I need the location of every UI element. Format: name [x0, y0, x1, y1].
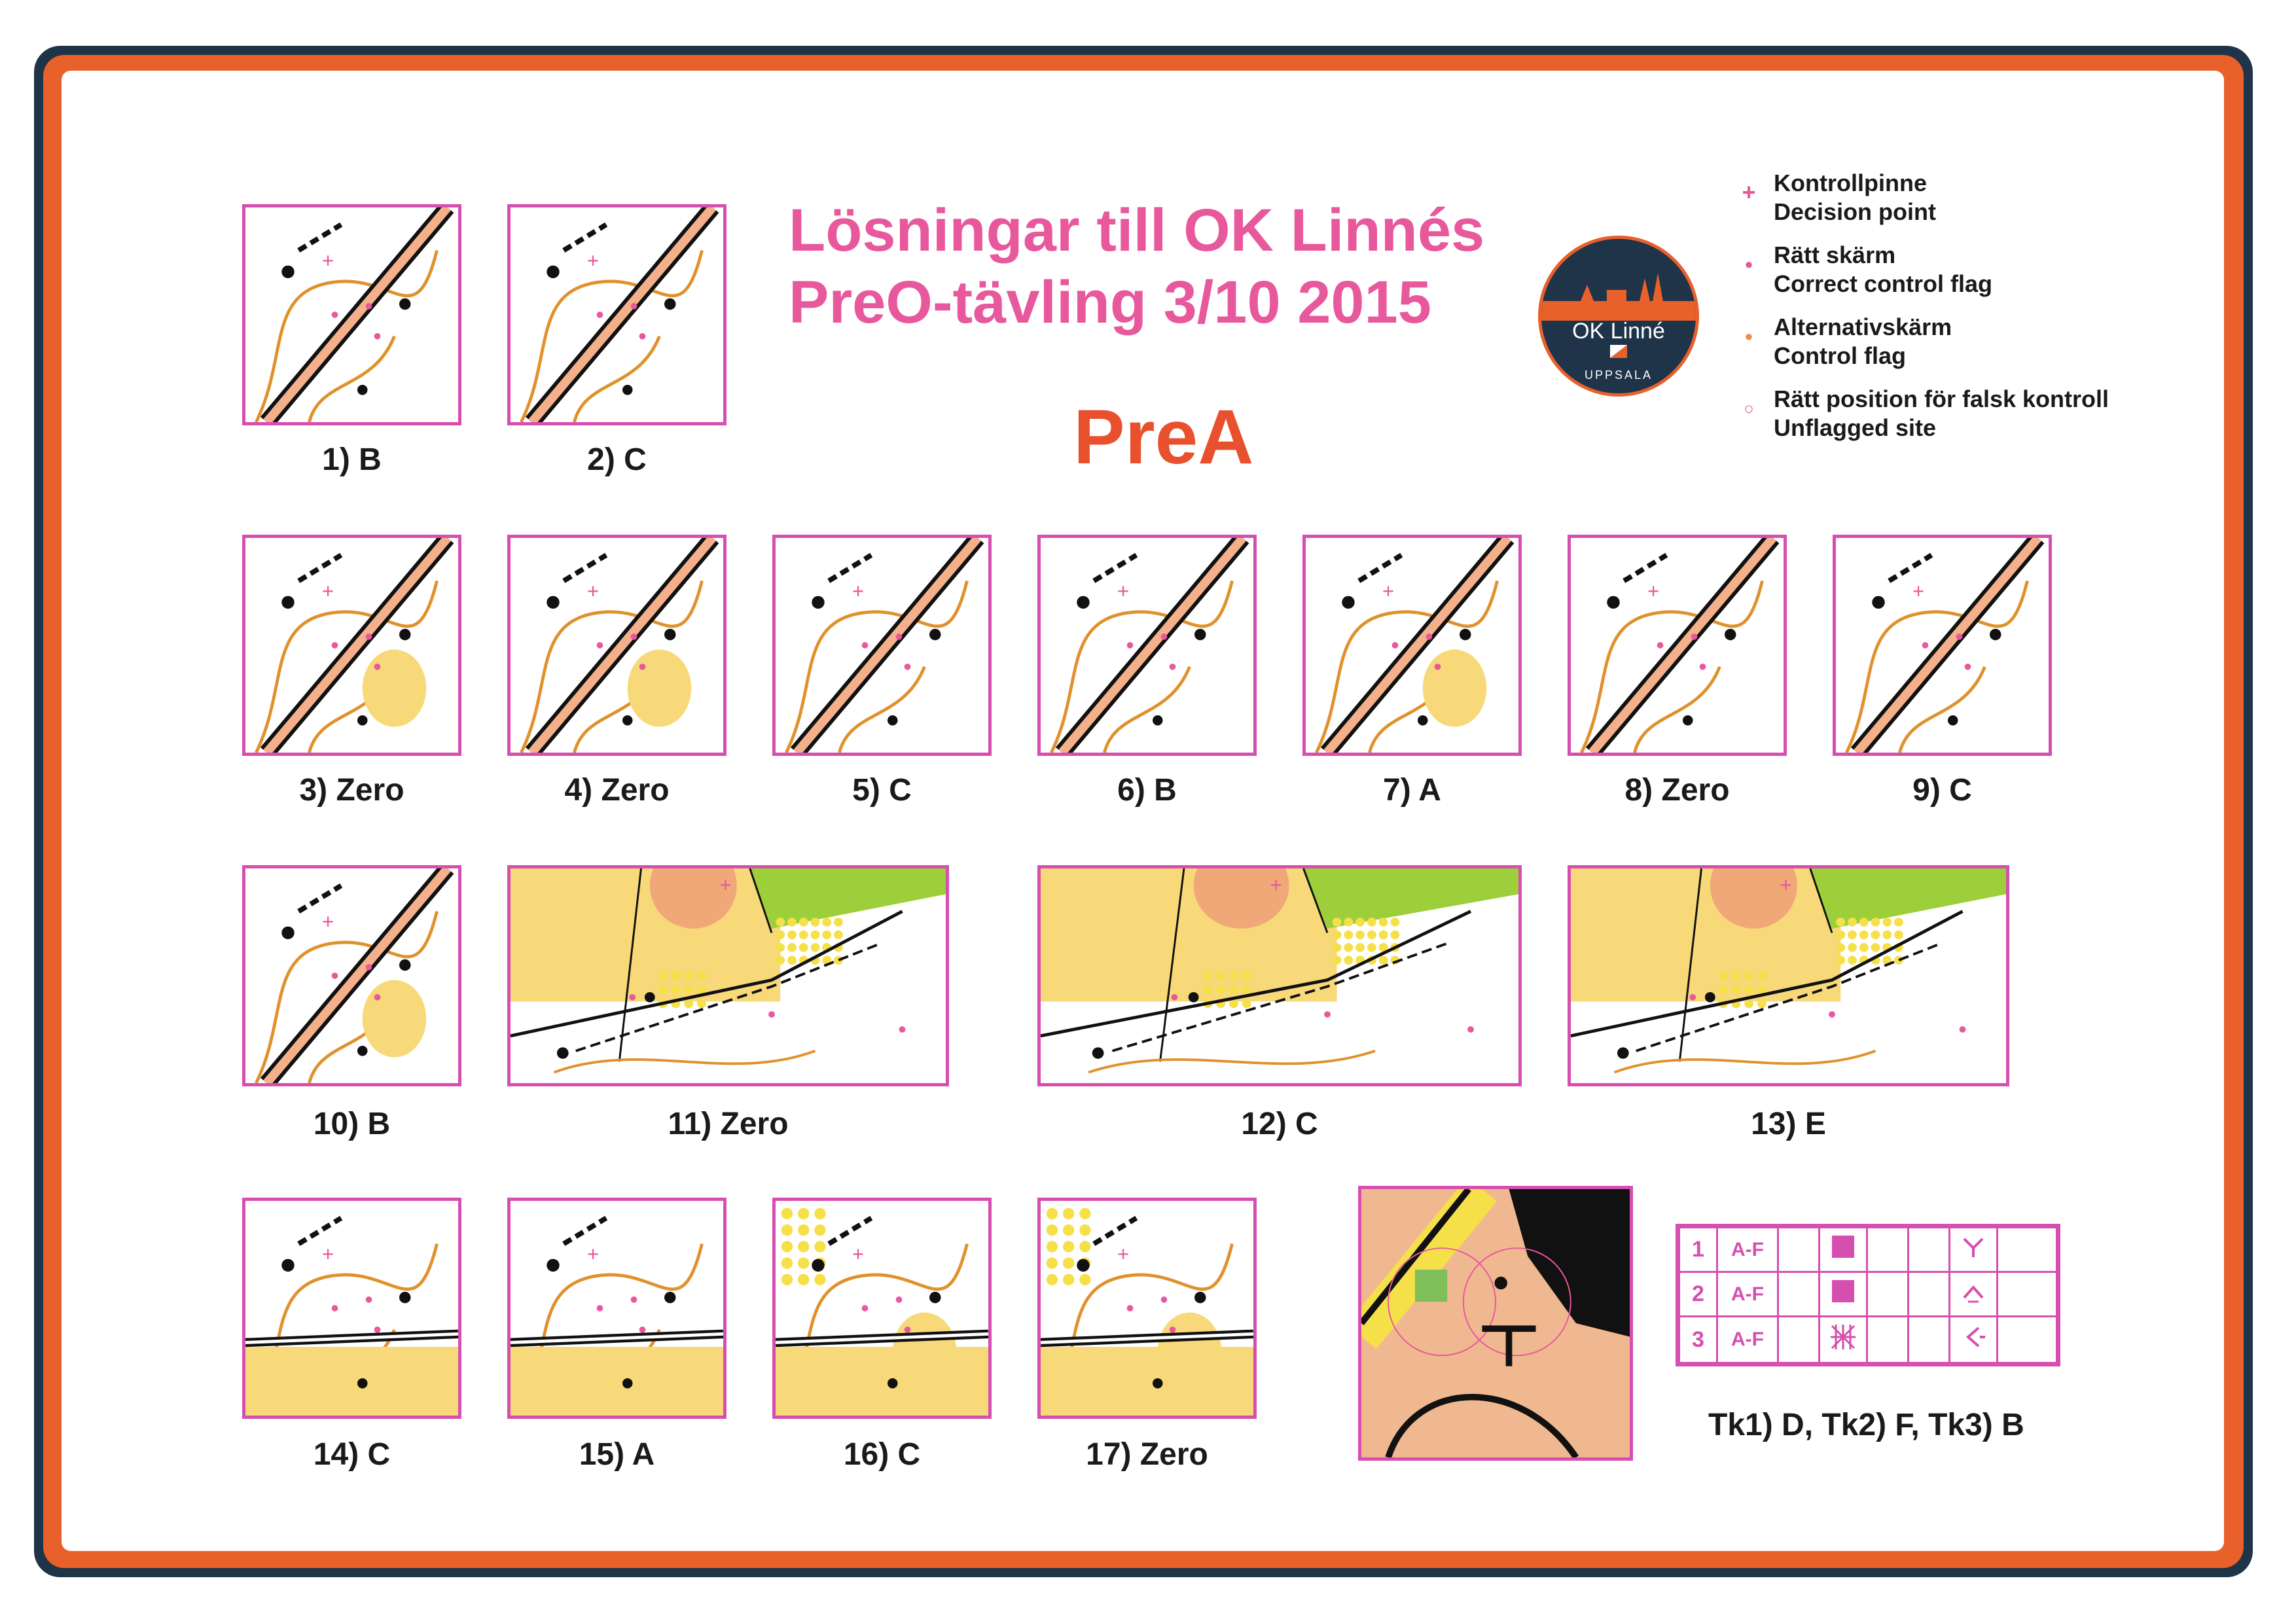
svg-text:+: +	[719, 874, 732, 897]
svg-text:+: +	[852, 1242, 865, 1266]
timed-controls-answers: Tk1) D, Tk2) F, Tk3) B	[1708, 1408, 2024, 1442]
answer-label: 9) C	[1912, 773, 1972, 808]
title-line-2: PreO-tävling 3/10 2015	[789, 269, 1431, 336]
row-number: 2	[1679, 1272, 1717, 1317]
map-tile	[772, 1198, 992, 1419]
title-line-1: Lösningar till OK Linnés	[789, 197, 1485, 264]
legend-label: Unflagged site	[1774, 414, 1937, 441]
map-tile	[507, 535, 726, 756]
answer-label: 1) B	[322, 442, 382, 477]
row-range: A-F	[1717, 1317, 1778, 1363]
answer-label: 14) C	[313, 1437, 391, 1472]
svg-text:+: +	[587, 579, 600, 603]
answer-label: 10) B	[313, 1107, 391, 1141]
description-row	[1679, 1228, 2057, 1272]
map-tile	[1037, 865, 1522, 1086]
svg-text:+: +	[587, 1242, 600, 1266]
map-tile	[507, 204, 726, 425]
answer-label: 15) A	[579, 1437, 655, 1472]
svg-text:+: +	[1117, 1242, 1130, 1266]
answer-label: 2) C	[587, 442, 647, 477]
legend-item-correct-flag	[1744, 241, 1993, 298]
alternative-flag-icon: ●	[1744, 328, 1753, 344]
map-tile	[507, 865, 949, 1086]
svg-text:+: +	[1912, 579, 1925, 603]
svg-text:+: +	[322, 249, 334, 272]
row-number: 3	[1679, 1317, 1717, 1363]
description-row	[1679, 1272, 2057, 1317]
answer-label: 8) Zero	[1624, 773, 1730, 808]
decision-point-icon: +	[1742, 179, 1756, 205]
svg-text:+: +	[1117, 579, 1130, 603]
answer-label: 3) Zero	[299, 773, 404, 808]
control-description-table	[1676, 1224, 2060, 1366]
foot-position-icon	[1960, 1234, 1986, 1260]
svg-text:+: +	[322, 1242, 334, 1266]
svg-text:+: +	[587, 249, 600, 272]
svg-text:+: +	[1382, 579, 1395, 603]
row-range: A-F	[1717, 1228, 1778, 1272]
svg-text:+: +	[1780, 874, 1792, 897]
map-tile	[1302, 535, 1522, 756]
legend-label: Correct control flag	[1774, 270, 1993, 297]
legend-label: Rätt position för falsk kontroll	[1774, 385, 2109, 412]
answer-label: 11) Zero	[668, 1107, 789, 1141]
map-tile	[772, 535, 992, 756]
top-position-icon	[1960, 1278, 1986, 1304]
map-tile	[1568, 535, 1787, 756]
answer-label: 5) C	[852, 773, 912, 808]
logo-name: OK Linné	[1572, 319, 1665, 344]
answer-label: 12) C	[1241, 1107, 1318, 1141]
thicket-symbol-icon	[1829, 1323, 1857, 1351]
answer-label: 6) B	[1117, 773, 1177, 808]
map-tile	[1037, 535, 1257, 756]
class-name: PreA	[1073, 394, 1254, 480]
row-range: A-F	[1717, 1272, 1778, 1317]
map-tile	[242, 1198, 461, 1419]
legend-item-alternative-flag	[1744, 313, 1952, 370]
map-tile	[1568, 865, 2009, 1086]
club-logo-graphic	[1541, 239, 1696, 393]
answer-label: 16) C	[843, 1437, 921, 1472]
logo-city: UPPSALA	[1584, 368, 1653, 382]
unflagged-site-icon: ○	[1744, 399, 1754, 418]
svg-text:+: +	[322, 579, 334, 603]
answer-label: 17) Zero	[1086, 1437, 1208, 1472]
map-tile	[507, 1198, 726, 1419]
map-tile	[1037, 1198, 1257, 1419]
legend-label: Kontrollpinne	[1774, 169, 1927, 196]
legend-item-unflagged-site	[1744, 385, 2109, 442]
answer-label: 4) Zero	[564, 773, 670, 808]
map-tile	[1833, 535, 2052, 756]
club-logo	[1538, 236, 1699, 397]
cliff-symbol-icon	[1832, 1280, 1854, 1302]
row-number: 1	[1679, 1228, 1717, 1272]
timed-control-map	[1358, 1186, 1633, 1461]
svg-text:+: +	[1270, 874, 1282, 897]
correct-flag-icon: ●	[1744, 256, 1753, 272]
map-tile	[242, 204, 461, 425]
cliff-symbol-icon	[1832, 1236, 1854, 1258]
legend-label: Rätt skärm	[1774, 241, 1896, 268]
legend-label: Control flag	[1774, 342, 1906, 369]
side-position-icon	[1960, 1324, 1986, 1350]
map-tile	[242, 865, 461, 1086]
description-row	[1679, 1317, 2057, 1363]
answer-label: 7) A	[1383, 773, 1441, 808]
svg-text:+: +	[322, 910, 334, 933]
legend-item-decision-point	[1742, 169, 1937, 226]
answer-label: 13) E	[1751, 1107, 1826, 1141]
svg-text:+: +	[1647, 579, 1660, 603]
legend-label: Decision point	[1774, 198, 1937, 225]
legend-label: Alternativskärm	[1774, 313, 1952, 340]
map-tile	[242, 535, 461, 756]
svg-text:+: +	[852, 579, 865, 603]
